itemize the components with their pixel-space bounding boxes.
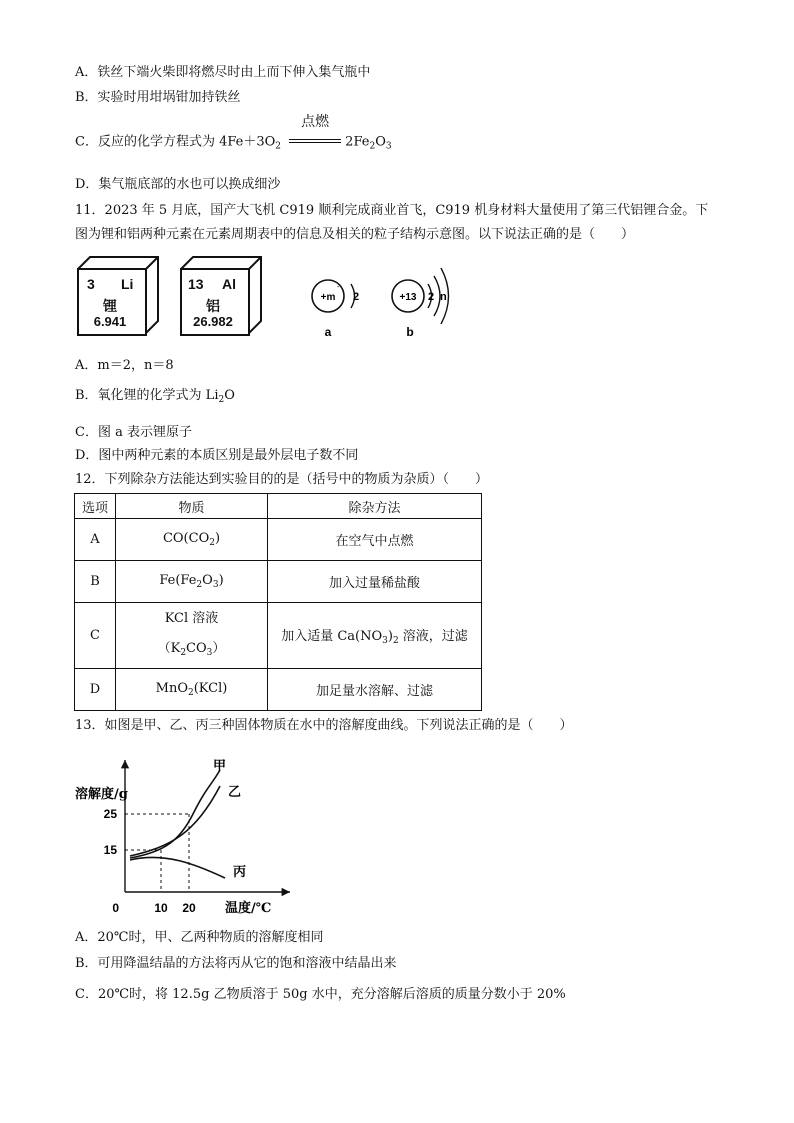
table-cell-method: 在空气中点燃 — [268, 519, 482, 561]
label-bing: 丙 — [233, 865, 247, 880]
table-cell-substance: $Fe(Fe_2O_3)$ — [116, 561, 268, 603]
q10-option-a: A．铁丝下端火柴即将燃尽时由上而下伸入集气瓶中 — [75, 65, 371, 80]
q11-option-b-prefix: B．氧化锂的化学式为 Li — [75, 388, 219, 403]
table-header-cell: 物质 — [116, 494, 268, 519]
q11-option-a: A．m＝2，n＝8 — [75, 358, 174, 373]
q11-option-d: D．图中两种元素的本质区别是最外层电子数不同 — [75, 448, 359, 463]
particle-b-label: b — [406, 325, 414, 339]
x-tick-0: 0 — [112, 901, 119, 915]
q10-option-c-prefix: C．反应的化学方程式为 4Fe＋3O — [75, 134, 276, 150]
label-jia: 甲 — [213, 759, 227, 774]
element-name: 锂 — [103, 299, 117, 315]
curve-bing — [130, 857, 225, 878]
q13-option-a: A．20℃时，甲、乙两种物质的溶解度相同 — [75, 930, 324, 945]
q10-option-c — [75, 114, 392, 156]
q13-option-c: C．20℃时，将 12.5g 乙物质溶于 50g 水中，充分溶解后溶质的质量分数小于 20% — [75, 987, 566, 1002]
table-cell-substance — [116, 603, 268, 669]
shell-a-count: 2 — [353, 291, 360, 303]
particle-a-label: a — [324, 325, 332, 339]
q11-option-b-sub: 2 — [218, 395, 225, 405]
q10-option-c-sub2: 2 — [369, 141, 376, 152]
q10-option-c-sub1: 2 — [275, 141, 282, 152]
solubility-curve-chart — [75, 752, 305, 922]
q12-stem: 12．下列除杂方法能达到实验目的的是（括号中的物质为杂质）（ ） — [75, 472, 489, 487]
q11-option-b-suffix: O — [224, 388, 235, 403]
reaction-arrow — [285, 114, 345, 151]
table-header-cell: 除杂方法 — [268, 494, 482, 519]
table-cell-option: A — [75, 519, 116, 561]
table-cell-method: 加入适量 $Ca(NO_3)_2$ 溶液，过滤 — [268, 603, 482, 669]
particle-structure-diagrams — [300, 258, 470, 348]
table-cell-method: 加入过量稀盐酸 — [268, 561, 482, 603]
table-row — [75, 603, 482, 669]
table-cell-option: B — [75, 561, 116, 603]
atomic-mass: 26.982 — [193, 314, 233, 329]
y-axis-label: 溶解度/g — [75, 787, 128, 802]
atomic-mass: 6.941 — [93, 314, 127, 329]
q10-option-c-product: 2Fe — [345, 134, 370, 150]
reaction-condition: 点燃 — [301, 114, 330, 130]
lithium-element-card — [77, 256, 161, 346]
particle-a — [312, 280, 359, 339]
q10-option-c-sub3: 3 — [385, 141, 392, 152]
element-name: 铝 — [206, 299, 220, 315]
substance-line2: $(K_2CO_3)$ — [157, 640, 226, 658]
table-cell-substance: $CO(CO_2)$ — [116, 519, 268, 561]
shell-b2-count: n — [440, 291, 447, 303]
equals-sign-icon — [289, 139, 341, 143]
nucleus-b-label: +13 — [399, 292, 417, 303]
table-cell-option: C — [75, 603, 116, 669]
x-tick-20: 20 — [182, 901, 196, 915]
substance-line1: KCl 溶液 — [164, 610, 219, 626]
table-row — [75, 669, 482, 711]
table-row — [75, 519, 482, 561]
x-tick-10: 10 — [154, 901, 168, 915]
q11-option-c: C．图 a 表示锂原子 — [75, 425, 192, 440]
table-header-cell: 选项 — [75, 494, 116, 519]
table-cell-substance: MnO$_2$(KCl) — [116, 669, 268, 711]
element-symbol: Al — [222, 276, 236, 292]
y-tick-15: 15 — [103, 843, 117, 857]
y-tick-25: 25 — [103, 807, 117, 821]
label-yi: 乙 — [228, 785, 242, 800]
atomic-number: 3 — [87, 276, 95, 292]
x-axis-label: 温度/℃ — [225, 901, 272, 916]
q10-option-b: B．实验时用坩埚钳加持铁丝 — [75, 90, 241, 105]
q10-option-d: D．集气瓶底部的水也可以换成细沙 — [75, 177, 281, 192]
q10-option-c-o: O — [375, 134, 386, 150]
q11-stem-line1: 11．2023 年 5 月底，国产大飞机 C919 顺利完成商业首飞，C919 机身材料大量使用了第三代铝锂合金。下 — [75, 203, 709, 218]
q12-table — [74, 493, 482, 711]
table-row — [75, 561, 482, 603]
curve-yi — [130, 786, 220, 856]
table-cell-option: D — [75, 669, 116, 711]
aluminum-element-card — [180, 256, 264, 346]
particle-b — [392, 268, 449, 339]
q11-option-b — [75, 387, 235, 409]
nucleus-a-label: +m — [320, 292, 336, 303]
element-symbol: Li — [121, 276, 134, 292]
table-cell-method: 加足量水溶解、过滤 — [268, 669, 482, 711]
atomic-number: 13 — [188, 276, 204, 292]
table-header-row — [75, 494, 482, 519]
q11-stem-line2: 图为锂和铝两种元素在元素周期表中的信息及相关的粒子结构示意图。以下说法正确的是（ ） — [75, 227, 635, 242]
q13-stem: 13．如图是甲、乙、丙三种固体物质在水中的溶解度曲线。下列说法正确的是（ ） — [75, 718, 573, 733]
q13-option-b: B．可用降温结晶的方法将丙从它的饱和溶液中结晶出来 — [75, 956, 397, 971]
shell-b1-count: 2 — [428, 291, 435, 303]
minus-sign: - — [337, 284, 340, 291]
